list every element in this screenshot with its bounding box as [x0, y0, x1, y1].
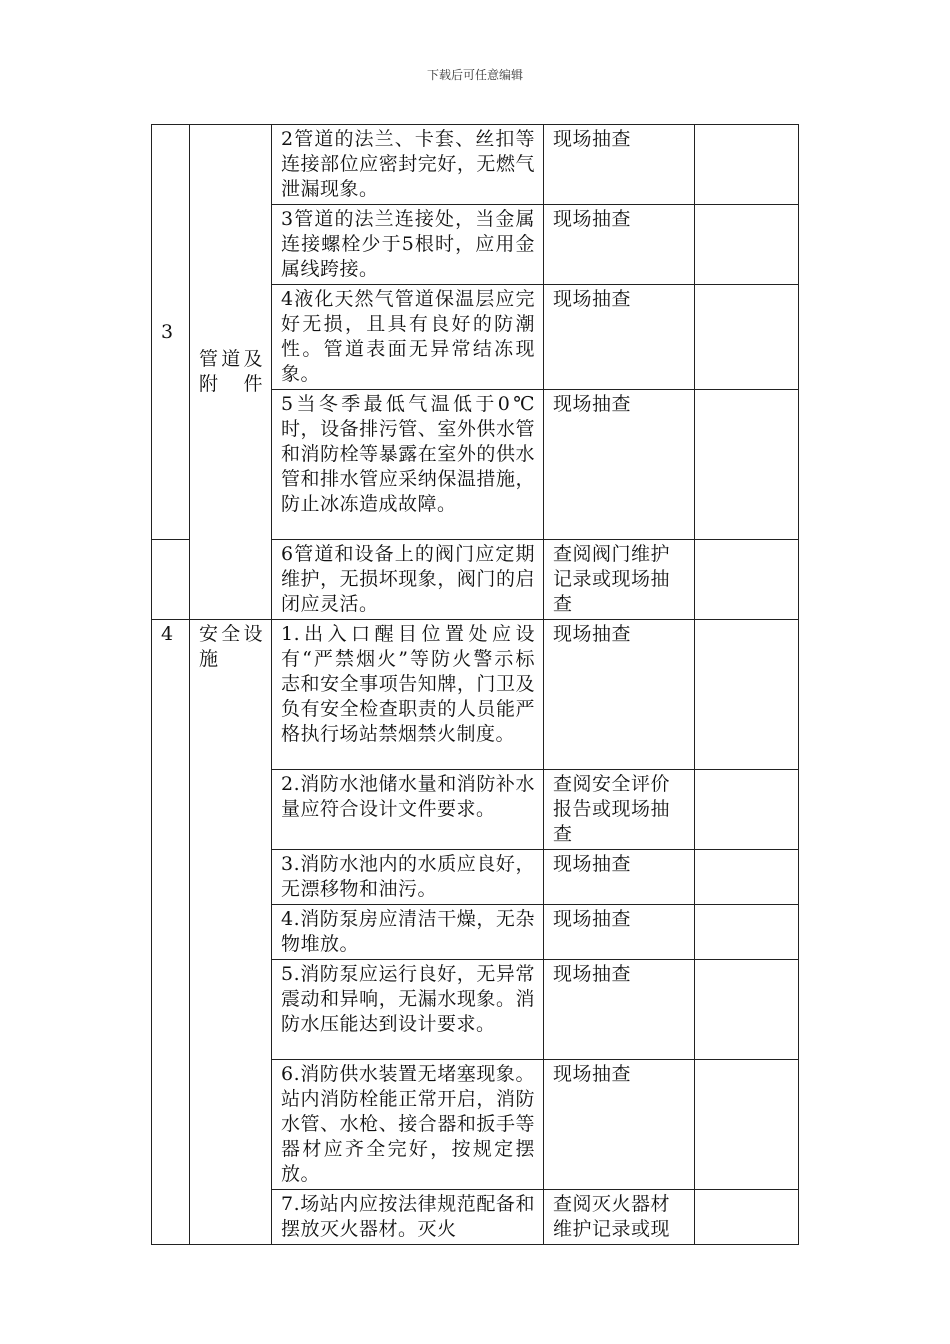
requirement-cell: 5当冬季最低气温低于0℃时，设备排污管、室外供水管和消防栓等暴露在室外的供水管和排水管应采纳保温措施，防止冰冻造成故障。 [272, 390, 544, 540]
method-cell: 现场抽查 [544, 125, 695, 205]
result-cell [695, 205, 799, 285]
result-cell [695, 1190, 799, 1245]
requirement-cell: 6.消防供水装置无堵塞现象。站内消防栓能正常开启，消防水管、水枪、接合器和扳手等器材应齐全完好，按规定摆放。 [272, 1060, 544, 1190]
inspection-table [151, 124, 799, 1245]
table-row [152, 125, 799, 205]
method-cell: 现场抽查 [544, 285, 695, 390]
method-cell: 现场抽查 [544, 205, 695, 285]
result-cell [695, 960, 799, 1060]
requirement-cell: 2.消防水池储水量和消防补水量应符合设计文件要求。 [272, 770, 544, 850]
section-category: 安全设施 [190, 620, 272, 1245]
method-cell: 现场抽查 [544, 960, 695, 1060]
method-cell: 查阅安全评价报告或现场抽查 [544, 770, 695, 850]
method-cell: 现场抽查 [544, 620, 695, 770]
method-cell: 现场抽查 [544, 1060, 695, 1190]
requirement-cell: 3管道的法兰连接处，当金属连接螺栓少于5根时，应用金属线跨接。 [272, 205, 544, 285]
section-category: 管道及附件 [190, 125, 272, 620]
result-cell [695, 125, 799, 205]
result-cell [695, 620, 799, 770]
requirement-cell: 2管道的法兰、卡套、丝扣等连接部位应密封完好，无燃气泄漏现象。 [272, 125, 544, 205]
table-row [152, 620, 799, 770]
requirement-cell: 1.出入口醒目位置处应设有“严禁烟火”等防火警示标志和安全事项告知牌，门卫及负有安全检查职责的人员能严格执行场站禁烟禁火制度。 [272, 620, 544, 770]
result-cell [695, 1060, 799, 1190]
result-cell [695, 540, 799, 620]
result-cell [695, 285, 799, 390]
result-cell [695, 905, 799, 960]
result-cell [695, 770, 799, 850]
requirement-cell: 3.消防水池内的水质应良好，无漂移物和油污。 [272, 850, 544, 905]
method-cell: 查阅灭火器材维护记录或现 [544, 1190, 695, 1245]
section-number-empty [152, 540, 190, 620]
section-number: 3 [152, 125, 190, 540]
method-cell: 查阅阀门维护记录或现场抽查 [544, 540, 695, 620]
result-cell [695, 850, 799, 905]
method-cell: 现场抽查 [544, 905, 695, 960]
page-header: 下载后可任意编辑 [426, 68, 523, 82]
method-cell: 现场抽查 [544, 390, 695, 540]
result-cell [695, 390, 799, 540]
requirement-cell: 7.场站内应按法律规范配备和摆放灭火器材。灭火 [272, 1190, 544, 1245]
requirement-cell: 5.消防泵应运行良好，无异常震动和异响，无漏水现象。消防水压能达到设计要求。 [272, 960, 544, 1060]
requirement-cell: 4液化天然气管道保温层应完好无损，且具有良好的防潮性。管道表面无异常结冻现象。 [272, 285, 544, 390]
requirement-cell: 6管道和设备上的阀门应定期维护，无损坏现象，阀门的启闭应灵活。 [272, 540, 544, 620]
section-number: 4 [152, 620, 190, 1245]
method-cell: 现场抽查 [544, 850, 695, 905]
requirement-cell: 4.消防泵房应清洁干燥，无杂物堆放。 [272, 905, 544, 960]
